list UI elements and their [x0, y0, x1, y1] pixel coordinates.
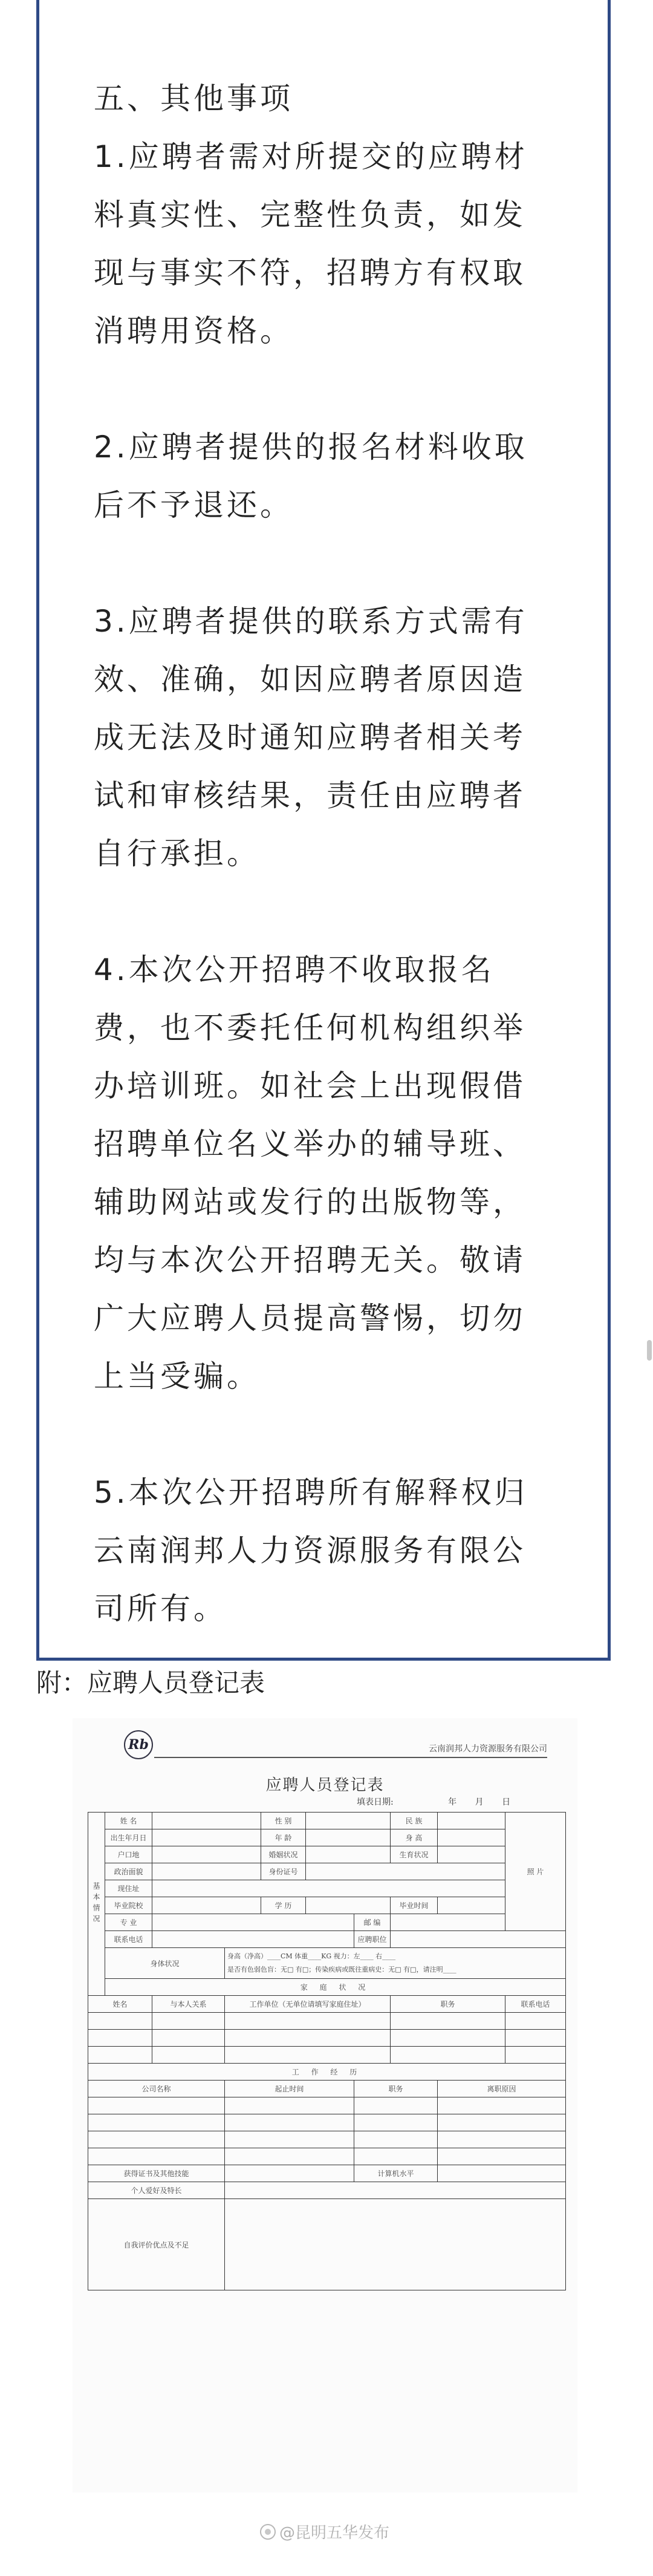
label-ethnicity: 民 族 [391, 1813, 438, 1829]
label-self-eval: 自我评价优点及不足 [88, 2199, 225, 2290]
notice-text [94, 70, 562, 1638]
work-header-company: 公司名称 [88, 2081, 225, 2097]
label-position: 应聘职位 [354, 1931, 391, 1948]
label-grad-time: 毕业时间 [391, 1897, 438, 1914]
table-row [88, 2064, 566, 2081]
label-childbirth: 生育状况 [391, 1846, 438, 1863]
text-line: 广大应聘人员提高警惕，切勿 [94, 1301, 526, 1336]
family-header-title: 职务 [391, 1996, 505, 2013]
text-line: 效、准确，如因应聘者原因造 [94, 662, 526, 697]
text-line: 1.应聘者需对所提交的应聘材 [94, 139, 528, 174]
label-major: 专 业 [105, 1914, 152, 1931]
text-line: 招聘单位名义举办的辅导班、 [94, 1126, 526, 1162]
label-marital: 婚姻状况 [261, 1846, 306, 1863]
notice-paragraph-3 [94, 592, 562, 883]
label-certs: 获得证书及其他技能 [88, 2165, 225, 2182]
photo-box: 照 片 [505, 1813, 566, 1931]
text-line: 试和审核结果，责任由应聘者 [94, 778, 526, 813]
text-line: 4.本次公开招聘不收取报名 [94, 952, 495, 987]
fill-date-month: 月 [475, 1797, 484, 1807]
text-line: 司所有。 [94, 1591, 227, 1626]
form-title: 应聘人员登记表 [265, 1776, 385, 1794]
table-row [88, 1914, 566, 1931]
fill-date [357, 1796, 538, 1808]
table-row [88, 2013, 566, 2030]
health-details [225, 1948, 566, 1979]
table-row [88, 2030, 566, 2047]
fill-date-day: 日 [502, 1797, 511, 1807]
table-row [88, 1813, 566, 1829]
table-row [88, 2097, 566, 2114]
company-logo-icon: Rb [124, 1730, 153, 1759]
table-row [88, 2165, 566, 2182]
label-name: 姓 名 [105, 1813, 152, 1829]
scrollbar-thumb[interactable] [647, 1340, 652, 1361]
text-line: 成无法及时通知应聘者相关考 [94, 720, 526, 755]
label-computer: 计算机水平 [354, 2165, 438, 2182]
notice-paragraph-2 [94, 418, 562, 534]
label-email: 邮 编 [354, 1914, 391, 1931]
text-line: 自行承担。 [94, 836, 260, 871]
text-line: 均与本次公开招聘无关。敬请 [94, 1243, 526, 1278]
header-rule [154, 1757, 547, 1758]
label-birth: 出生年月日 [105, 1829, 152, 1846]
label-id-no: 身份证号 [261, 1863, 306, 1880]
weibo-icon [260, 2524, 276, 2540]
label-gender: 性 别 [261, 1813, 306, 1829]
notice-paragraph-4 [94, 941, 562, 1405]
family-header-phone: 联系电话 [505, 1996, 566, 2013]
text-line: 上当受骗。 [94, 1359, 260, 1394]
table-row [88, 1996, 566, 2013]
table-row [88, 1979, 566, 1996]
table-row [88, 1931, 566, 1948]
attachment-title: 附：应聘人员登记表 [36, 1668, 265, 1698]
work-section-label: 工 作 经 历 [88, 2064, 566, 2081]
health-line-1: 身高（净高）____CM 体重____KG 视力：左____ 右____ [227, 1952, 396, 1960]
notice-paragraph-5 [94, 1463, 562, 1638]
registration-form-image [73, 1718, 577, 2493]
label-phone: 联系电话 [105, 1931, 152, 1948]
family-header-relation: 与本人关系 [152, 1996, 225, 2013]
text-line: 辅助网站或发行的出版物等， [94, 1185, 526, 1220]
watermark [260, 2520, 389, 2543]
table-row [88, 2047, 566, 2064]
label-hobbies: 个人爱好及特长 [88, 2182, 225, 2199]
fill-date-year: 年 [448, 1797, 457, 1807]
text-line: 后不予退还。 [94, 488, 293, 523]
table-row [88, 2148, 566, 2165]
table-row [88, 1829, 566, 1846]
basic-section-label: 基本情况 [88, 1813, 105, 1996]
label-height: 身 高 [391, 1829, 438, 1846]
text-line: 2.应聘者提供的报名材料收取 [94, 430, 528, 465]
label-school: 毕业院校 [105, 1897, 152, 1914]
work-header-title: 职务 [354, 2081, 438, 2097]
table-row [88, 1846, 566, 1863]
health-line-2: 是否有色弱色盲：无□ 有□；传染疾病或既往重病史：无□ 有□，请注明____ [227, 1966, 456, 1973]
work-header-period: 起止时间 [225, 2081, 354, 2097]
table-row [88, 1880, 566, 1897]
text-line: 料真实性、完整性负责，如发 [94, 197, 526, 232]
family-header-name: 姓名 [88, 1996, 152, 2013]
text-line: 云南润邦人力资源服务有限公 [94, 1533, 526, 1568]
notice-paragraph-1 [94, 128, 562, 360]
label-hukou: 户口地 [105, 1846, 152, 1863]
work-header-reason: 离职原因 [438, 2081, 566, 2097]
table-row [88, 1863, 566, 1880]
text-line: 3.应聘者提供的联系方式需有 [94, 604, 528, 639]
table-row [88, 2114, 566, 2131]
fill-date-label: 填表日期: [357, 1797, 394, 1807]
text-line: 办培训班。如社会上出现假借 [94, 1068, 526, 1103]
text-line: 5.本次公开招聘所有解释权归 [94, 1475, 528, 1510]
text-line: 消聘用资格。 [94, 313, 293, 348]
form-company-name: 云南润邦人力资源服务有限公司 [429, 1744, 547, 1754]
notice-heading: 五、其他事项 [94, 81, 293, 116]
table-row [88, 1897, 566, 1914]
label-education: 学 历 [261, 1897, 306, 1914]
family-header-employer: 工作单位（无单位请填写家庭住址） [225, 1996, 391, 2013]
label-health: 身体状况 [105, 1948, 225, 1979]
label-political: 政治面貌 [105, 1863, 152, 1880]
table-row [88, 1948, 566, 1979]
watermark-text: @昆明五华发布 [279, 2524, 390, 2542]
registration-table [88, 1812, 566, 2290]
table-row [88, 2182, 566, 2199]
family-section-label: 家 庭 状 况 [105, 1979, 566, 1996]
label-address: 现住址 [105, 1880, 152, 1897]
label-age: 年 龄 [261, 1829, 306, 1846]
text-line: 现与事实不符，招聘方有权取 [94, 255, 526, 290]
table-row [88, 2199, 566, 2290]
table-row [88, 2131, 566, 2148]
table-row [88, 2081, 566, 2097]
text-line: 费，也不委托任何机构组织举 [94, 1010, 526, 1045]
